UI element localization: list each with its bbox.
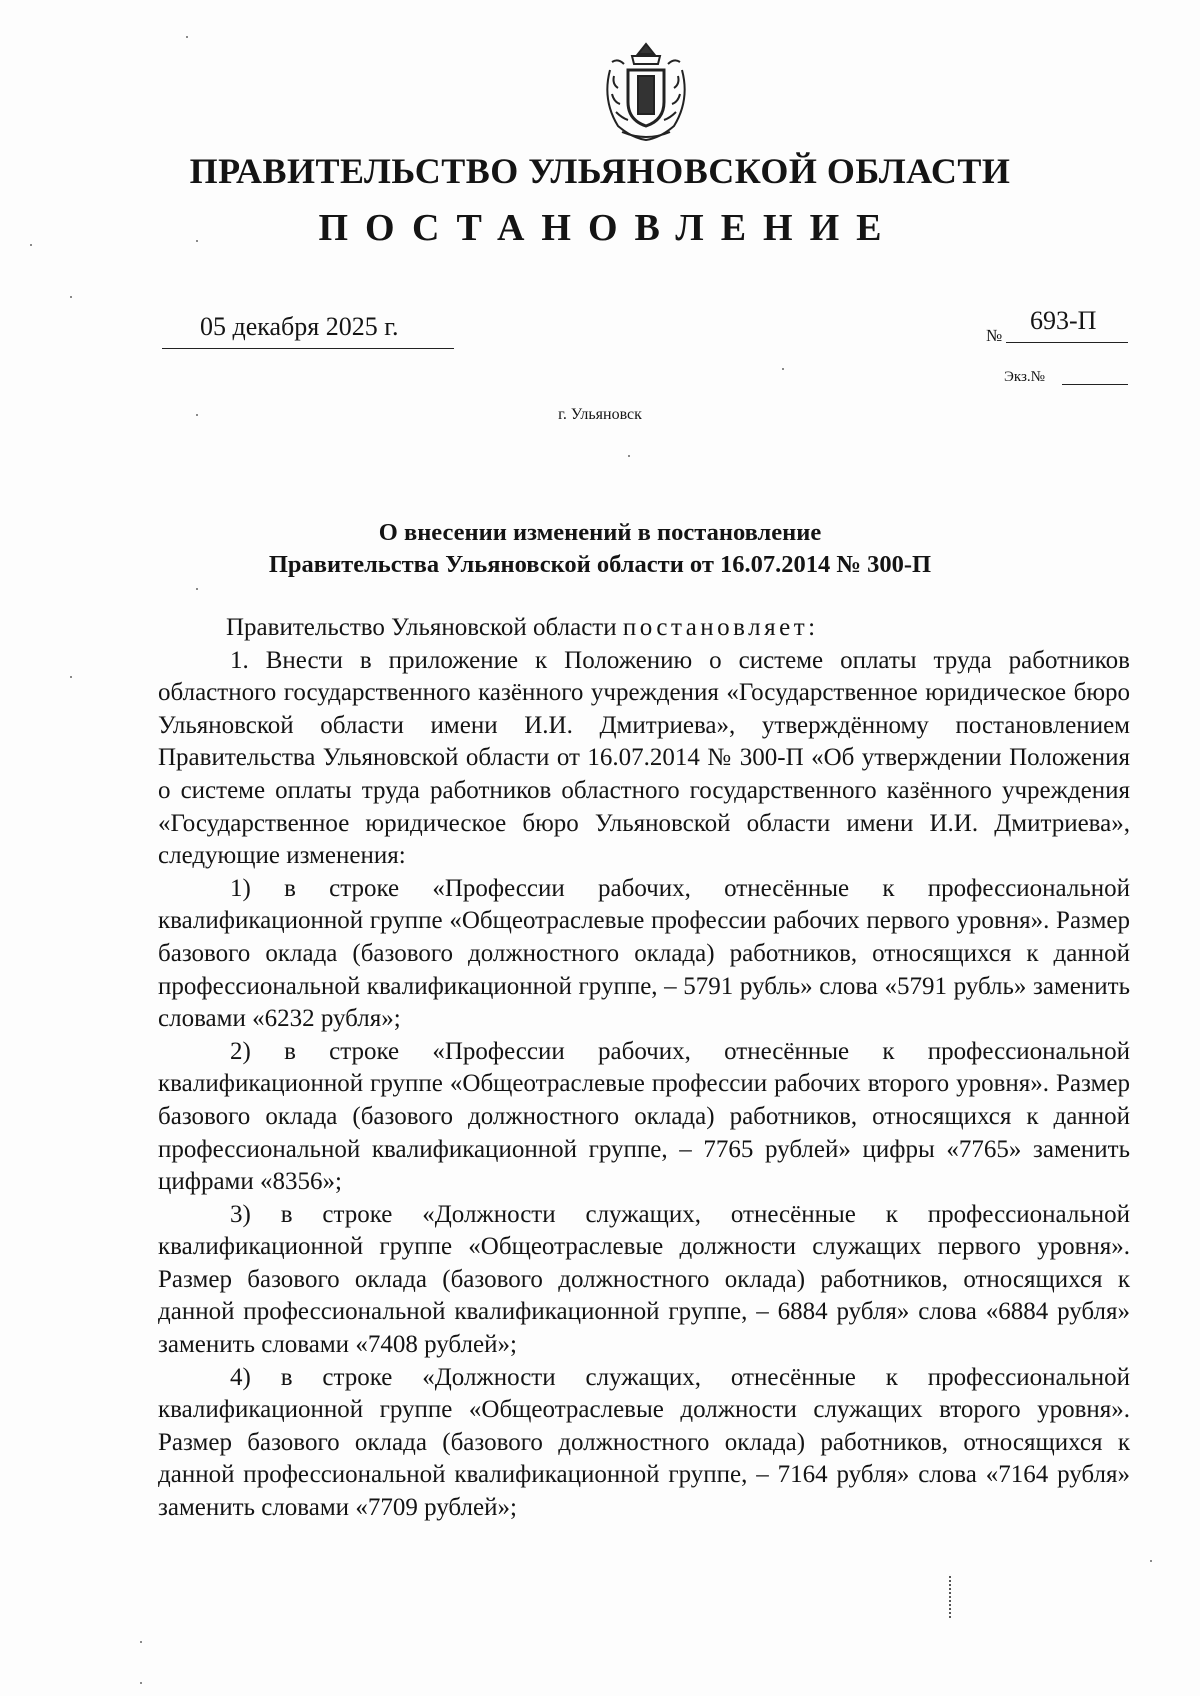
copy-number-label: Экз.№ — [1004, 369, 1045, 385]
number-underline — [1006, 342, 1128, 343]
document-date: 05 декабря 2025 г. — [200, 312, 399, 341]
copy-number-underline — [1062, 384, 1128, 385]
scan-speck — [1150, 1560, 1152, 1562]
paragraph-item-2: 2) в строке «Профессии рабочих, отнесённые к профессиональной квалификационной группе «Общеотраслевые профессии рабочих второго уровня». Размер базового оклада (базового должностного оклада) работников, относящихся к данной профессиональной квалификационной группе, – 7765 рублей» цифры «7765» заменить цифрами «8356»; — [158, 1037, 1130, 1196]
date-underline — [162, 348, 454, 349]
paragraph-item-3: 3) в строке «Должности служащих, отнесённые к профессиональной квалификационной группе «Общеотраслевые должности служащих первого уровня». Размер базового оклада (базового должностного оклада) работников, относящихся к данной профессиональной квалификационной группе, – 6884 рубля» слова «6884 рубля» заменить словами «7408 рублей»; — [158, 1200, 1130, 1359]
scan-speck — [70, 296, 72, 298]
scan-dotted-mark — [949, 1576, 953, 1618]
paragraph-item-4: 4) в строке «Должности служащих, отнесённые к профессиональной квалификационной группе «Общеотраслевые должности служащих второго уровня». Размер базового оклада (базового должностного оклада) работников, относящихся к данной профессиональной квалификационной группе, – 7164 рубля» слова «7164 рубля» заменить словами «7709 рублей»; — [158, 1363, 1130, 1522]
intro-decree-word: постановляет: — [622, 614, 819, 641]
scan-speck — [196, 414, 198, 416]
scan-speck — [140, 1641, 142, 1643]
scan-speck — [196, 588, 198, 590]
scan-speck — [30, 244, 32, 246]
intro-paragraph — [158, 612, 1130, 645]
city: г. Ульяновск — [558, 406, 642, 423]
scan-speck — [140, 1682, 142, 1684]
document-number: 693-П — [1030, 306, 1097, 335]
scan-speck — [186, 36, 188, 38]
document-title — [0, 517, 1200, 581]
document-type-heading: ПОСТАНОВЛЕНИЕ — [318, 207, 899, 249]
title-line-1: О внесении изменений в постановление — [378, 519, 822, 546]
scan-speck — [628, 455, 630, 457]
coat-of-arms-icon — [598, 40, 694, 144]
document-body — [158, 612, 1130, 1525]
paragraph-1: 1. Внести в приложение к Положению о системе оплаты труда работников областного государственного казённого учреждения «Государственное юридическое бюро Ульяновской области имени И.И. Дмитриева», утверждённому постановлением Правительства Ульяновской области от 16.07.2014 № 300-П «Об утверждении Положения о системе оплаты труда работников областного государственного казённого учреждения «Государственное юридическое бюро Ульяновской области имени И.И. Дмитриева», следующие изменения: — [158, 646, 1130, 870]
number-label: № — [986, 326, 1003, 345]
scan-speck — [196, 240, 198, 242]
title-line-2: Правительства Ульяновской области от 16.07.2014 № 300-П — [268, 551, 932, 578]
intro-prefix: Правительство Ульяновской области — [226, 614, 617, 641]
scan-speck — [782, 368, 784, 370]
paragraph-item-1: 1) в строке «Профессии рабочих, отнесённые к профессиональной квалификационной группе «Общеотраслевые профессии рабочих первого уровня». Размер базового оклада (базового должностного оклада) работников, относящихся к данной профессиональной квалификационной группе, – 5791 рубль» слова «5791 рубль» заменить словами «6232 рубля»; — [158, 874, 1130, 1033]
scan-speck — [70, 676, 72, 678]
organization-heading: ПРАВИТЕЛЬСТВО УЛЬЯНОВСКОЙ ОБЛАСТИ — [189, 151, 1011, 191]
